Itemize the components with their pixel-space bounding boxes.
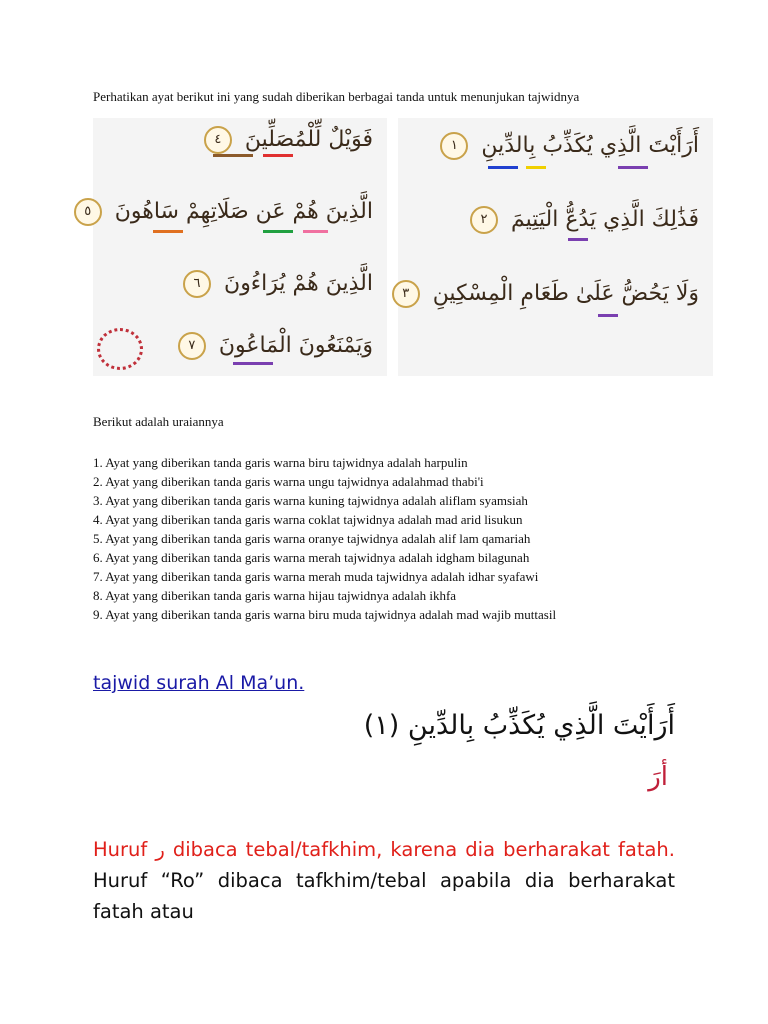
list-item: 6. Ayat yang diberikan tanda garis warna merah tajwidnya adalah idgham bilagunah <box>93 550 530 565</box>
ayah-number-icon: ٥ <box>74 198 102 226</box>
underline-purple <box>598 314 618 317</box>
verse-7: وَيَمْنَعُونَ الْمَاعُونَ ٧ <box>178 332 373 360</box>
underline-purple <box>618 166 648 169</box>
subheading: Berikut adalah uraiannya <box>93 414 224 429</box>
ayah-fragment: أرَ <box>648 762 668 792</box>
watermark-logo <box>97 328 143 370</box>
ayah-number-icon: ٤ <box>204 126 232 154</box>
verse-4: فَوَيْلٌ لِّلْمُصَلِّينَ ٤ <box>204 126 373 154</box>
list-item: 3. Ayat yang diberikan tanda garis warna kuning tajwidnya adalah aliflam syamsiah <box>93 493 528 508</box>
intro-text: Perhatikan ayat berikut ini yang sudah diberikan berbagai tanda untuk menunjukan tajwidnya <box>93 89 580 104</box>
list-item: 9. Ayat yang diberikan tanda garis warna biru muda tajwidnya adalah mad wajib muttasil <box>93 607 557 622</box>
verse-2: فَذَٰلِكَ الَّذِي يَدُعُّ الْيَتِيمَ ٢ <box>470 206 699 234</box>
highlight-text: Huruf ر dibaca tebal/tafkhim, karena dia berharakat fatah. <box>93 838 675 861</box>
ayah-number-icon: ٣ <box>392 280 420 308</box>
explanation-list <box>93 453 556 624</box>
underline-red <box>263 154 293 157</box>
ayah-number-icon: ٧ <box>178 332 206 360</box>
body-text: Huruf “Ro” dibaca tafkhim/tebal apabila dia berharakat fatah atau <box>93 869 675 923</box>
quran-image-left <box>84 118 387 376</box>
list-item: 8. Ayat yang diberikan tanda garis warna hijau tajwidnya adalah ikhfa <box>93 588 457 603</box>
list-item: 4. Ayat yang diberikan tanda garis warna coklat tajwidnya adalah mad arid lisukun <box>93 512 523 527</box>
ayah-number-icon: ٢ <box>470 206 498 234</box>
quran-image-right <box>398 118 713 376</box>
ayah-number-icon: ٦ <box>183 270 211 298</box>
underline-green <box>263 230 293 233</box>
list-item: 1. Ayat yang diberikan tanda garis warna biru tajwidnya adalah harpulin <box>93 455 468 470</box>
surah-link[interactable]: tajwid surah Al Ma’un. <box>93 672 305 694</box>
ayah-number-icon: ١ <box>440 132 468 160</box>
verse-3: وَلَا يَحُضُّ عَلَىٰ طَعَامِ الْمِسْكِينِ ٣ <box>392 280 699 308</box>
list-item: 5. Ayat yang diberikan tanda garis warna oranye tajwidnya adalah alif lam qamariah <box>93 531 531 546</box>
list-item: 2. Ayat yang diberikan tanda garis warna ungu tajwidnya adalahmad thabi'i <box>93 474 484 489</box>
list-item: 7. Ayat yang diberikan tanda garis warna merah muda tajwidnya adalah idhar syafawi <box>93 569 539 584</box>
underline-orange <box>153 230 183 233</box>
underline-purple <box>233 362 273 365</box>
verse-6: الَّذِينَ هُمْ يُرَاءُونَ ٦ <box>183 270 373 298</box>
verse-5: الَّذِينَ هُمْ عَن صَلَاتِهِمْ سَاهُونَ ٥ <box>74 198 373 226</box>
verse-1: أَرَأَيْتَ الَّذِي يُكَذِّبُ بِالدِّينِ ١ <box>440 132 699 160</box>
ayah-text: أَرَأَيْتَ الَّذِي يُكَذِّبُ بِالدِّينِ (١) <box>363 710 675 741</box>
underline-purple <box>568 238 588 241</box>
explanation-paragraph <box>93 834 675 927</box>
underline-brown <box>213 154 253 157</box>
underline-blue <box>488 166 518 169</box>
underline-yellow <box>526 166 546 169</box>
underline-pink <box>303 230 328 233</box>
